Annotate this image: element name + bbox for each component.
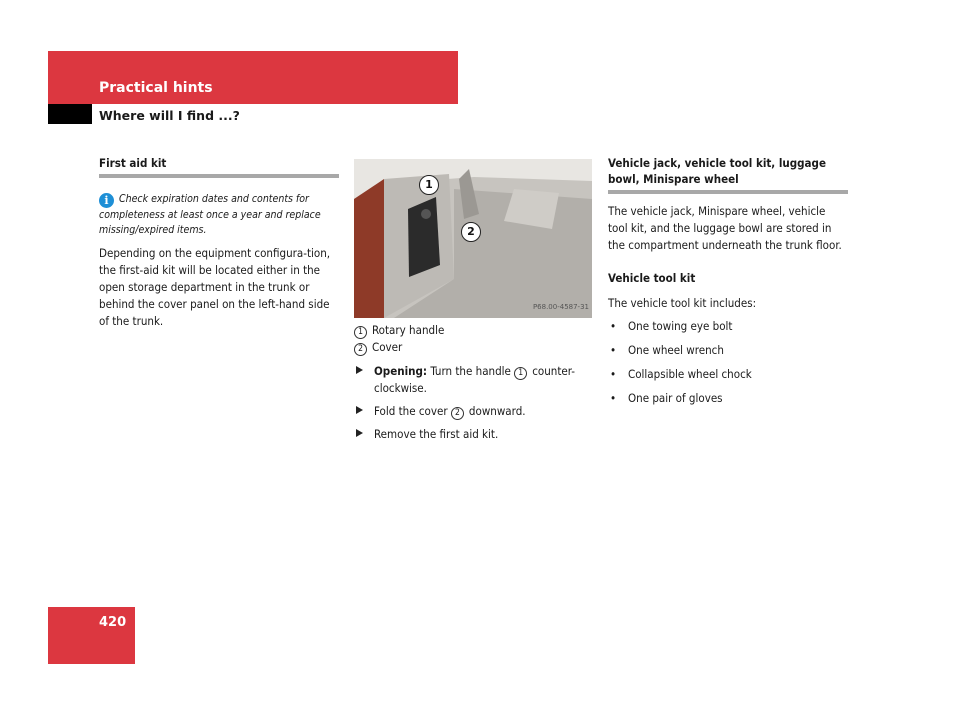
page-number: 420	[99, 615, 127, 630]
triangle-bullet-icon	[356, 406, 363, 414]
step-opening-text-b: counter-clockwise.	[374, 364, 576, 395]
figure-code: P68.00-4587-31	[532, 303, 589, 311]
vehicle-tools-title: Vehicle jack, vehicle tool kit, luggage bowl, Minispare wheel	[608, 155, 848, 194]
step-opening-label: Opening:	[374, 364, 428, 378]
step-opening-text-a: Turn the handle	[430, 364, 511, 378]
tool-kit-title: Vehicle tool kit	[608, 271, 696, 285]
legend-label: Cover	[372, 340, 403, 354]
list-item	[608, 318, 848, 335]
vehicle-tools-column	[608, 155, 848, 414]
bullet-dot-icon: •	[610, 391, 617, 405]
list-item	[608, 342, 848, 359]
first-aid-column	[99, 155, 339, 330]
list-item	[608, 366, 848, 383]
step-fold-text-a: Fold the cover	[374, 404, 448, 418]
callout-2: 2	[461, 222, 481, 242]
first-aid-note	[99, 192, 339, 237]
step-fold-cover	[354, 403, 594, 420]
list-item-text: One towing eye bolt	[628, 319, 733, 333]
bullet-dot-icon: •	[610, 367, 617, 381]
legend-number: 1	[354, 326, 367, 339]
legend-number: 2	[354, 343, 367, 356]
legend-item-rotary-handle	[354, 322, 594, 339]
bullet-dot-icon: •	[610, 319, 617, 333]
list-item-text: One pair of gloves	[628, 391, 723, 405]
section-title: Practical hints	[99, 80, 213, 96]
section-tab-marker	[48, 104, 92, 124]
triangle-bullet-icon	[356, 429, 363, 437]
vehicle-tools-body: The vehicle jack, Minispare wheel, vehicle tool kit, and the luggage bowl are stored in the compartment underneath the trunk floor.	[608, 204, 842, 252]
figure-column	[354, 159, 594, 443]
step-opening-number: 1	[514, 367, 527, 380]
tool-kit-intro: The vehicle tool kit includes:	[608, 296, 757, 310]
first-aid-body: Depending on the equipment configura-tion, the first-aid kit will be located either in the open storage department in the trunk or behind the cover panel on the left-hand side of the trunk.	[99, 246, 331, 328]
info-icon: i	[99, 193, 114, 208]
note-text: Check expiration dates and contents for completeness at least once a year and replace missing/expired items.	[99, 193, 321, 236]
step-fold-number: 2	[451, 407, 464, 420]
bullet-dot-icon: •	[610, 343, 617, 357]
step-opening	[354, 363, 594, 397]
first-aid-title: First aid kit	[99, 155, 339, 178]
header-band	[48, 51, 458, 104]
tool-kit-list	[608, 318, 848, 407]
list-item	[608, 390, 848, 407]
trunk-photo	[354, 159, 592, 318]
step-fold-text-b: downward.	[468, 404, 526, 418]
triangle-bullet-icon	[356, 366, 363, 374]
figure-legend	[354, 322, 594, 356]
step-remove-kit	[354, 426, 594, 443]
list-item-text: Collapsible wheel chock	[628, 367, 752, 381]
callout-1: 1	[419, 175, 439, 195]
list-item-text: One wheel wrench	[628, 343, 724, 357]
legend-item-cover	[354, 339, 594, 356]
page-subtitle: Where will I find ...?	[99, 108, 240, 123]
step-remove-text: Remove the first aid kit.	[374, 427, 499, 441]
legend-label: Rotary handle	[372, 323, 445, 337]
